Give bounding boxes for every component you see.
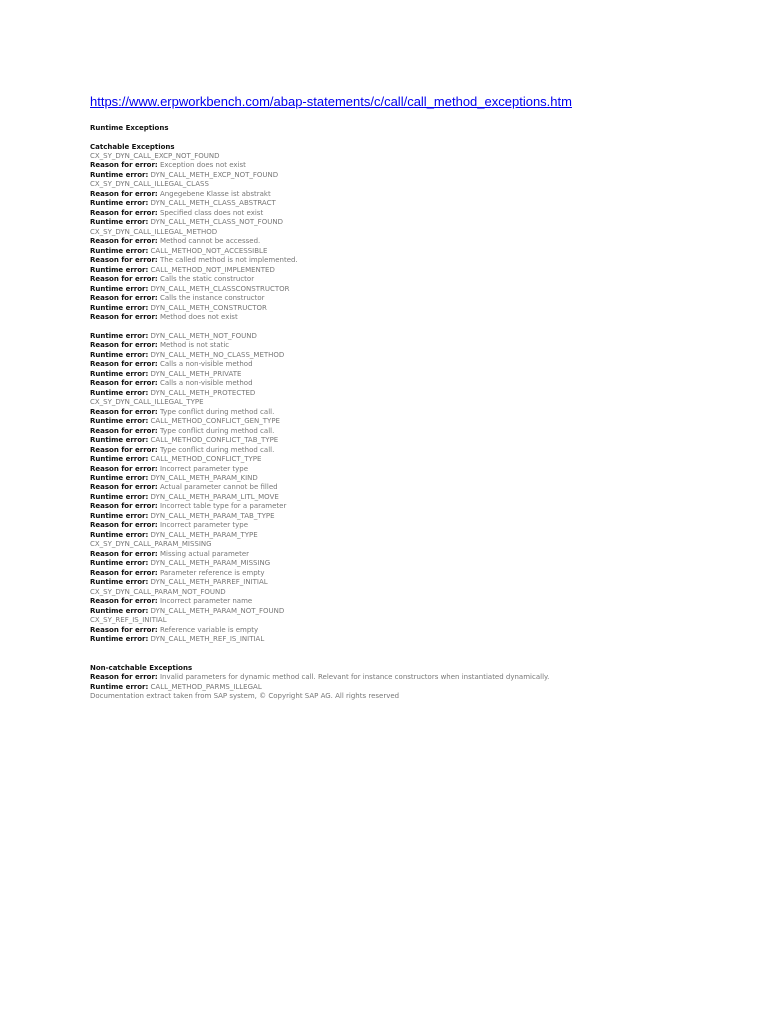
exception-class-name	[90, 152, 730, 161]
field-label: Runtime error:	[90, 369, 149, 378]
field-value: DYN_CALL_METH_NOT_FOUND	[150, 331, 257, 340]
exception-detail-line	[90, 502, 730, 511]
field-value: DYN_CALL_METH_CLASS_NOT_FOUND	[150, 218, 283, 227]
field-label: Reason for error:	[90, 597, 158, 606]
field-value: DYN_CALL_METH_CONSTRUCTOR	[150, 303, 267, 312]
field-label: Reason for error:	[90, 208, 158, 217]
field-label: Reason for error:	[90, 625, 158, 634]
field-value: Invalid parameters for dynamic method call. Relevant for instance constructors when instantiated dynamically.	[159, 673, 550, 682]
field-value: CX_SY_DYN_CALL_PARAM_MISSING	[90, 540, 212, 549]
field-value: DYN_CALL_METH_PARAM_LITL_MOVE	[150, 492, 279, 501]
exception-detail-line	[90, 247, 730, 256]
field-label: Runtime error:	[90, 530, 149, 539]
catchable-exceptions-list-continued	[90, 332, 730, 645]
field-value: CALL_METHOD_PARMS_ILLEGAL	[150, 682, 262, 691]
exception-detail-line	[90, 569, 730, 578]
exception-detail-line	[90, 370, 730, 379]
exception-detail-line	[90, 275, 730, 284]
exception-detail-line	[90, 455, 730, 464]
catchable-heading: Catchable Exceptions	[90, 142, 175, 151]
exception-class-name	[90, 616, 730, 625]
field-value: CALL_METHOD_NOT_IMPLEMENTED	[150, 265, 275, 274]
field-value: DYN_CALL_METH_PRIVATE	[150, 369, 242, 378]
exception-detail-line	[90, 341, 730, 350]
field-value: Calls the instance constructor	[159, 294, 265, 303]
field-value: Parameter reference is empty	[159, 568, 265, 577]
field-value: Incorrect table type for a parameter	[159, 502, 287, 511]
field-value: Calls a non-visible method	[159, 379, 253, 388]
field-value: DYN_CALL_METH_PARAM_NOT_FOUND	[150, 606, 285, 615]
field-value: Method cannot be accessed.	[159, 237, 261, 246]
field-value: CX_SY_DYN_CALL_ILLEGAL_METHOD	[90, 227, 218, 236]
field-label: Reason for error:	[90, 294, 158, 303]
exception-class-name	[90, 540, 730, 549]
exception-detail-line	[90, 683, 730, 692]
exception-detail-line	[90, 607, 730, 616]
field-label: Reason for error:	[90, 189, 158, 198]
field-value: DYN_CALL_METH_CLASSCONSTRUCTOR	[150, 284, 290, 293]
field-value: CALL_METHOD_CONFLICT_GEN_TYPE	[150, 417, 280, 426]
field-label: Reason for error:	[90, 161, 158, 170]
exception-class-name	[90, 588, 730, 597]
exception-detail-line	[90, 559, 730, 568]
exception-detail-line	[90, 446, 730, 455]
field-value: DYN_CALL_METH_CLASS_ABSTRACT	[150, 199, 276, 208]
exception-detail-line	[90, 673, 730, 682]
exception-detail-line	[90, 313, 730, 322]
spacer	[90, 134, 730, 143]
field-value: DYN_CALL_METH_PARAM_KIND	[150, 473, 258, 482]
exception-detail-line	[90, 360, 730, 369]
exception-detail-line	[90, 218, 730, 227]
field-label: Runtime error:	[90, 578, 149, 587]
field-value: Type conflict during method call.	[159, 407, 275, 416]
field-value: Reference variable is empty	[159, 625, 259, 634]
field-label: Reason for error:	[90, 549, 158, 558]
field-label: Reason for error:	[90, 275, 158, 284]
field-value: Incorrect parameter name	[159, 597, 253, 606]
field-label: Reason for error:	[90, 464, 158, 473]
field-value: Calls a non-visible method	[159, 360, 253, 369]
field-value: Type conflict during method call.	[159, 426, 275, 435]
exception-detail-line	[90, 483, 730, 492]
field-value: CALL_METHOD_NOT_ACCESSIBLE	[150, 246, 268, 255]
exception-detail-line	[90, 161, 730, 170]
field-value: DYN_CALL_METH_PARAM_MISSING	[150, 559, 271, 568]
document-body	[90, 92, 730, 702]
exception-detail-line	[90, 626, 730, 635]
exception-detail-line	[90, 294, 730, 303]
field-value: DYN_CALL_METH_PROTECTED	[150, 388, 256, 397]
field-label: Runtime error:	[90, 492, 149, 501]
field-label: Runtime error:	[90, 436, 149, 445]
field-value: CALL_METHOD_CONFLICT_TYPE	[150, 455, 262, 464]
noncatchable-heading: Non-catchable Exceptions	[90, 663, 193, 672]
field-value: DYN_CALL_METH_NO_CLASS_METHOD	[150, 350, 285, 359]
exception-detail-line	[90, 512, 730, 521]
field-value: DYN_CALL_METH_PARREF_INITIAL	[150, 578, 268, 587]
field-label: Runtime error:	[90, 682, 149, 691]
exception-class-name	[90, 228, 730, 237]
exception-detail-line	[90, 578, 730, 587]
field-value: DYN_CALL_METH_PARAM_TYPE	[150, 530, 258, 539]
exception-detail-line	[90, 474, 730, 483]
field-label: Runtime error:	[90, 199, 149, 208]
field-label: Reason for error:	[90, 237, 158, 246]
page-title: Runtime Exceptions	[90, 124, 169, 132]
exception-detail-line	[90, 285, 730, 294]
exception-detail-line	[90, 521, 730, 530]
field-value: CALL_METHOD_CONFLICT_TAB_TYPE	[150, 436, 279, 445]
exception-detail-line	[90, 379, 730, 388]
field-value: DYN_CALL_METH_PARAM_TAB_TYPE	[150, 511, 275, 520]
exception-class-name	[90, 180, 730, 189]
exception-detail-line	[90, 531, 730, 540]
field-value: DYN_CALL_METH_REF_IS_INITIAL	[150, 635, 265, 644]
field-value: DYN_CALL_METH_EXCP_NOT_FOUND	[150, 170, 279, 179]
source-url-link[interactable]: https://www.erpworkbench.com/abap-statements/c/call/call_method_exceptions.htm	[90, 94, 572, 109]
field-label: Runtime error:	[90, 284, 149, 293]
field-label: Reason for error:	[90, 313, 158, 322]
field-value: Incorrect parameter type	[159, 464, 249, 473]
exception-detail-line	[90, 597, 730, 606]
exception-detail-line	[90, 408, 730, 417]
field-label: Reason for error:	[90, 407, 158, 416]
field-value: Incorrect parameter type	[159, 521, 249, 530]
copyright-footer: Documentation extract taken from SAP system, © Copyright SAP AG. All rights reserved	[90, 692, 400, 701]
field-value: Type conflict during method call.	[159, 445, 275, 454]
field-label: Runtime error:	[90, 417, 149, 426]
spacer	[90, 323, 730, 332]
field-label: Runtime error:	[90, 559, 149, 568]
field-label: Reason for error:	[90, 502, 158, 511]
exception-detail-line	[90, 427, 730, 436]
exception-detail-line	[90, 332, 730, 341]
field-value: Exception does not exist	[159, 161, 246, 170]
field-value: Method is not static	[159, 341, 230, 350]
field-label: Runtime error:	[90, 388, 149, 397]
exception-class-name	[90, 398, 730, 407]
field-label: Runtime error:	[90, 265, 149, 274]
field-value: The called method is not implemented.	[159, 256, 298, 265]
spacer	[90, 645, 730, 664]
exception-detail-line	[90, 171, 730, 180]
field-label: Runtime error:	[90, 303, 149, 312]
field-value: CX_SY_DYN_CALL_EXCP_NOT_FOUND	[90, 152, 220, 160]
catchable-exceptions-list	[90, 152, 730, 323]
exception-detail-line	[90, 465, 730, 474]
field-value: Actual parameter cannot be filled	[159, 483, 278, 492]
exception-detail-line	[90, 304, 730, 313]
field-label: Runtime error:	[90, 331, 149, 340]
field-label: Runtime error:	[90, 635, 149, 644]
exception-detail-line	[90, 417, 730, 426]
field-value: CX_SY_REF_IS_INITIAL	[90, 616, 167, 625]
exception-detail-line	[90, 351, 730, 360]
field-value: Angegebene Klasse ist abstrakt	[159, 189, 271, 198]
field-label: Runtime error:	[90, 455, 149, 464]
exception-detail-line	[90, 550, 730, 559]
exception-detail-line	[90, 436, 730, 445]
exception-detail-line	[90, 266, 730, 275]
field-label: Reason for error:	[90, 673, 158, 682]
exception-detail-line	[90, 237, 730, 246]
noncatchable-exceptions-list	[90, 673, 730, 692]
field-label: Runtime error:	[90, 218, 149, 227]
exception-detail-line	[90, 209, 730, 218]
field-value: Missing actual parameter	[159, 549, 250, 558]
field-label: Reason for error:	[90, 379, 158, 388]
field-value: Method does not exist	[159, 313, 238, 322]
field-label: Reason for error:	[90, 445, 158, 454]
field-label: Runtime error:	[90, 350, 149, 359]
exception-detail-line	[90, 389, 730, 398]
field-label: Runtime error:	[90, 606, 149, 615]
exception-detail-line	[90, 635, 730, 644]
field-label: Reason for error:	[90, 341, 158, 350]
field-label: Reason for error:	[90, 521, 158, 530]
field-value: CX_SY_DYN_CALL_PARAM_NOT_FOUND	[90, 587, 226, 596]
field-value: Specified class does not exist	[159, 208, 264, 217]
field-value: CX_SY_DYN_CALL_ILLEGAL_TYPE	[90, 398, 204, 407]
exception-detail-line	[90, 199, 730, 208]
exception-detail-line	[90, 493, 730, 502]
field-label: Reason for error:	[90, 360, 158, 369]
field-label: Runtime error:	[90, 246, 149, 255]
field-label: Runtime error:	[90, 511, 149, 520]
field-label: Reason for error:	[90, 483, 158, 492]
exception-detail-line	[90, 256, 730, 265]
field-value: CX_SY_DYN_CALL_ILLEGAL_CLASS	[90, 180, 209, 189]
field-label: Reason for error:	[90, 256, 158, 265]
field-value: Calls the static constructor	[159, 275, 255, 284]
field-label: Reason for error:	[90, 426, 158, 435]
field-label: Runtime error:	[90, 473, 149, 482]
field-label: Runtime error:	[90, 170, 149, 179]
field-label: Reason for error:	[90, 568, 158, 577]
exception-detail-line	[90, 190, 730, 199]
